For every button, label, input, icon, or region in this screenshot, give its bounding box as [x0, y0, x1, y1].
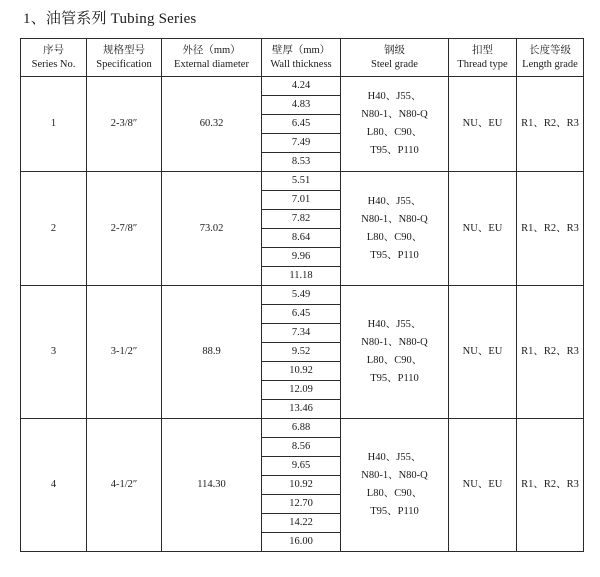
wall-thickness-cell: 4.24	[262, 77, 341, 96]
table-row	[21, 172, 584, 191]
steel-grade-line: T95、P110	[370, 506, 419, 517]
column-header-zh: 序号	[43, 44, 64, 56]
steel-grade-line: L80、C90、	[366, 355, 423, 366]
column-header	[341, 39, 449, 77]
column-header-en: External diameter	[174, 58, 249, 70]
column-header-zh: 钢级	[384, 44, 405, 56]
thread-type-cell: NU、EU	[449, 419, 517, 552]
steel-grade-lines	[343, 193, 446, 265]
column-header-en: Steel grade	[371, 58, 418, 70]
wall-thickness-cell: 8.56	[262, 438, 341, 457]
steel-grade-lines	[343, 316, 446, 388]
series-no-cell: 4	[21, 419, 87, 552]
steel-grade-line: H40、J55、	[367, 195, 422, 207]
thread-type-cell: NU、EU	[449, 77, 517, 172]
column-header	[517, 39, 584, 77]
wall-thickness-cell: 4.83	[262, 96, 341, 115]
column-header-zh: 壁厚（mm）	[271, 44, 331, 56]
column-header-zh: 扣型	[472, 44, 493, 56]
wall-thickness-cell: 9.96	[262, 248, 341, 267]
wall-thickness-cell: 6.45	[262, 305, 341, 324]
tubing-spec-table	[20, 38, 584, 552]
wall-thickness-cell: 5.51	[262, 172, 341, 191]
column-header-en: Length grade	[522, 58, 578, 70]
specification-cell: 2-3/8″	[87, 77, 162, 172]
column-header-en: Specification	[96, 58, 152, 70]
series-no-cell: 2	[21, 172, 87, 286]
wall-thickness-cell: 9.52	[262, 343, 341, 362]
length-grade-cell: R1、R2、R3	[517, 286, 584, 419]
steel-grade-line: N80-1、N80-Q	[361, 213, 428, 225]
steel-grade-line: H40、J55、	[367, 91, 422, 102]
steel-grade-cell	[341, 419, 449, 552]
steel-grade-cell	[341, 286, 449, 419]
column-header-zh: 外径（mm）	[182, 44, 241, 56]
column-header-en: Thread type	[457, 58, 508, 70]
column-header	[262, 39, 341, 77]
steel-grade-lines	[343, 88, 446, 160]
steel-grade-cell	[341, 172, 449, 286]
steel-grade-line: N80-1、N80-Q	[361, 337, 428, 348]
external-diameter-cell: 60.32	[162, 77, 262, 172]
column-header-en: Series No.	[31, 58, 76, 70]
specification-cell: 4-1/2″	[87, 419, 162, 552]
length-grade-cell: R1、R2、R3	[517, 77, 584, 172]
wall-thickness-cell: 12.70	[262, 495, 341, 514]
column-header	[162, 39, 262, 77]
column-header-zh: 长度等级	[529, 44, 571, 56]
column-header	[449, 39, 517, 77]
wall-thickness-cell: 10.92	[262, 362, 341, 381]
wall-thickness-cell: 14.22	[262, 514, 341, 533]
table-body	[21, 77, 584, 552]
wall-thickness-cell: 8.53	[262, 153, 341, 172]
wall-thickness-cell: 13.46	[262, 400, 341, 419]
wall-thickness-cell: 7.34	[262, 324, 341, 343]
column-header-zh: 规格型号	[103, 44, 145, 56]
specification-cell: 3-1/2″	[87, 286, 162, 419]
wall-thickness-cell: 5.49	[262, 286, 341, 305]
length-grade-cell: R1、R2、R3	[517, 172, 584, 286]
thread-type-cell: NU、EU	[449, 286, 517, 419]
table-row	[21, 419, 584, 438]
wall-thickness-cell: 9.65	[262, 457, 341, 476]
wall-thickness-cell: 6.45	[262, 115, 341, 134]
wall-thickness-cell: 11.18	[262, 267, 341, 286]
wall-thickness-cell: 16.00	[262, 533, 341, 552]
wall-thickness-cell: 8.64	[262, 229, 341, 248]
steel-grade-line: L80、C90、	[366, 231, 423, 243]
wall-thickness-cell: 7.01	[262, 191, 341, 210]
column-header	[21, 39, 87, 77]
thread-type-cell: NU、EU	[449, 172, 517, 286]
series-no-cell: 3	[21, 286, 87, 419]
steel-grade-line: H40、J55、	[367, 319, 422, 330]
length-grade-cell: R1、R2、R3	[517, 419, 584, 552]
steel-grade-line: H40、J55、	[367, 452, 422, 463]
header-row	[21, 39, 584, 77]
steel-grade-line: L80、C90、	[366, 488, 423, 499]
wall-thickness-cell: 10.92	[262, 476, 341, 495]
wall-thickness-cell: 7.49	[262, 134, 341, 153]
table-row	[21, 286, 584, 305]
table-header	[21, 39, 584, 77]
steel-grade-lines	[343, 449, 446, 521]
steel-grade-line: T95、P110	[370, 249, 419, 261]
steel-grade-line: T95、P110	[370, 373, 419, 384]
specification-cell: 2-7/8″	[87, 172, 162, 286]
wall-thickness-cell: 6.88	[262, 419, 341, 438]
steel-grade-cell	[341, 77, 449, 172]
column-header-en: Wall thickness	[270, 58, 332, 70]
steel-grade-line: T95、P110	[370, 145, 419, 156]
steel-grade-line: L80、C90、	[366, 127, 423, 138]
series-no-cell: 1	[21, 77, 87, 172]
steel-grade-line: N80-1、N80-Q	[361, 470, 428, 481]
wall-thickness-cell: 7.82	[262, 210, 341, 229]
column-header	[87, 39, 162, 77]
external-diameter-cell: 88.9	[162, 286, 262, 419]
table-row	[21, 77, 584, 96]
external-diameter-cell: 114.30	[162, 419, 262, 552]
external-diameter-cell: 73.02	[162, 172, 262, 286]
page-title: 1、油管系列 Tubing Series	[23, 11, 197, 27]
steel-grade-line: N80-1、N80-Q	[361, 109, 428, 120]
wall-thickness-cell: 12.09	[262, 381, 341, 400]
